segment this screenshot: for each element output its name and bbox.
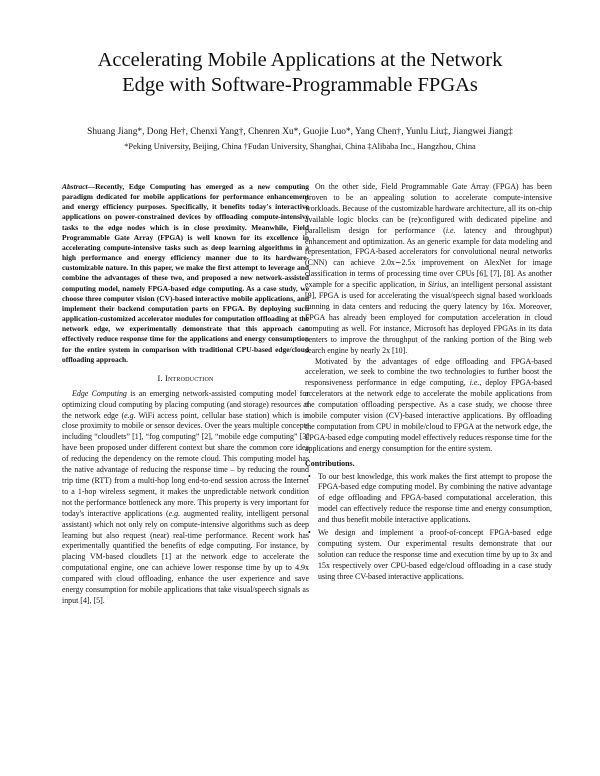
intro-eg: e.g.	[124, 410, 136, 420]
section-heading-introduction: I. Introduction	[157, 373, 214, 383]
contribution-text: We design and implement a proof-of-concept FPGA-based edge computing system. Our experimental results demonstrate that our solution can reduce the response time and execution time by up to 3x and 15x respectively over CPU-based edge/cloud offloading in a case study using three CV-based interactive applications.	[318, 528, 552, 581]
contribution-item	[305, 528, 552, 583]
right-paragraph-1	[305, 182, 552, 357]
contribution-item	[305, 472, 552, 527]
right-p2-text-a: Motivated by the advantages of edge offloading and FPGA-based acceleration, we seek to combine the two technologies to further boost the responsiveness performance in edge computing,	[305, 356, 552, 388]
contributions-heading: Contributions.	[305, 458, 355, 468]
intro-term: Edge Computing	[72, 388, 127, 398]
right-p1-text-b: latency and throughput) enhancement and optimization. As an generic example for data modeling and representation, FPGA-based accelerators for convolutional neural networks (CNN) can achieve 2.0x∼2.5x improvement on AlexNet for image classification in terms of processing time over CPUs [6], [7], [8]. As another example for a specific application, in	[305, 225, 552, 290]
contribution-text: To our best knowledge, this work makes the first attempt to propose the FPGA-based edge computing model. By combining the native advantage of edge offloading and FPGA-based computational acceleration, this model can effectively reduce the response time and energy consumption, and thus benefit mobile interactive applications.	[318, 471, 552, 525]
title-line-1: Accelerating Mobile Applications at the Network	[97, 49, 503, 71]
right-column	[305, 182, 552, 585]
intro-text-b: WiFi access point, cellular base station) which is in close proximity to mobile or sensor devices. Over the years multiple concepts including “cloudlets” [1], “fog computing” [2], “mobile edge computing” [3] have been proposed under different context but share the common core idea of reducing the dependency on the remote cloud. This computing model has the native advantage of reducing the response time – by reducing the round trip time (RTT) from a multi-hop long end-to-end session across the Internet to a 1-hop wireless segment, it makes the unpredictable network condition not the performance bottleneck any more. This property is very important for today's interactive applications (	[62, 410, 309, 518]
right-p2-ie: i.e.	[469, 378, 480, 388]
right-p1-text-c: , an intelligent personal assistant [9], FPGA is used for accelerating the visual/speech signal based workloads running in data centers and reducing the query latency by 16x. Moreover, FPGA has already been employed for computation acceleration in cloud computing as well. For instance, Microsoft has deployed FPGAs in its data centers to improve the throughput of the ranking portion of the Bing web search engine by nearly 2x [10].	[305, 280, 552, 355]
intro-paragraph-1	[62, 389, 309, 607]
right-p1-text-a: On the other side, Field Programmable Gate Array (FPGA) has been proven to be an appealing solution to accelerate compute-intensive workloads. Because of the customizable hardware architecture, all its on-chip available logic blocks can be (re)configured with dedicated pipeline and parallelism design for performance (	[305, 182, 552, 235]
affiliations: *Peking University, Beijing, China †Fudan University, Shanghai, China ‡Alibaba Inc., Hangzhou, China	[124, 142, 476, 151]
contributions-list	[305, 472, 552, 583]
right-p2-text-b: , deploy FPGA-based accelerators at the network edge to accelerate the mobile applications from the computation offloading perspective. As a case study, we choose three mobile computer vision (CV)-based interactive applications. By offloading the computation from CPU in mobile/cloud to FPGA at the network edge, the FPGA-based edge computing model effectively reduces response time for the applications and energy consumption for the entire system.	[305, 378, 552, 453]
bullet-glyph: •	[308, 528, 311, 538]
left-column	[62, 182, 309, 607]
author-list: Shuang Jiang*, Dong He†, Chenxi Yang†, Chenren Xu*, Guojie Luo*, Yang Chen†, Yunlu Liu‡, Jiangwei Jiang‡	[87, 127, 513, 137]
bullet-glyph: •	[308, 471, 311, 481]
intro-eg-2: e.g.	[168, 508, 181, 518]
intro-text-c: augmented reality, intelligent personal assistant) which not only rely on compute-intensive algorithms such as deep learning but also request (near) real-time performance. Recent work has experimentally quantified the benefits of edge computing. For instance, by placing VM-based cloudlets [1] at the network edge to accelerate the computational engine, one can achieve lower response time by up to 4.9x compared with cloud offloading, enhance the user experience and save energy consumption for mobile applications that take visual/speech signals as input [4], [5].	[62, 508, 309, 605]
intro-text-a: is an emerging network-assisted computing model for optimizing cloud computing by placing computing (and storage) resources at the network edge (	[62, 388, 309, 420]
sirius-term: Sirius	[427, 280, 447, 290]
abstract-lead: Abstract	[62, 182, 88, 191]
abstract-body: —Recently, Edge Computing has emerged as a new computing paradigm dedicated for mobile applications for performance enhancement and energy efficiency purposes. Specifically, it benefits today's interactive applications on power-constrained devices by offloading compute-intensive tasks to the edge nodes which is in close proximity. Meanwhile, Field Programmable Gate Array (FPGA) is well known for its excellence in accelerating compute-intensive tasks such as deep learning algorithms in a high performance and energy efficiency manner due to its hardware-customizable nature. In this paper, we make the first attempt to leverage and combine the advantages of these two, and proposed a new network-assisted computing model, namely FPGA-based edge computing. As a case study, we choose three computer vision (CV)-based interactive mobile applications, and implement their backend computation parts on FPGA. By deploying such application-customized accelerator modules for computation offloading at the network edge, we experimentally demonstrate that this approach can effectively reduce response time for the applications and energy consumption for the entire system in comparison with traditional CPU-based edge/cloud offloading approach.	[62, 182, 309, 364]
paper-title	[40, 48, 560, 98]
right-p1-ie: i.e.	[445, 225, 456, 235]
abstract	[62, 182, 309, 365]
right-paragraph-2	[305, 357, 552, 455]
title-line-2: Edge with Software-Programmable FPGAs	[122, 74, 478, 96]
